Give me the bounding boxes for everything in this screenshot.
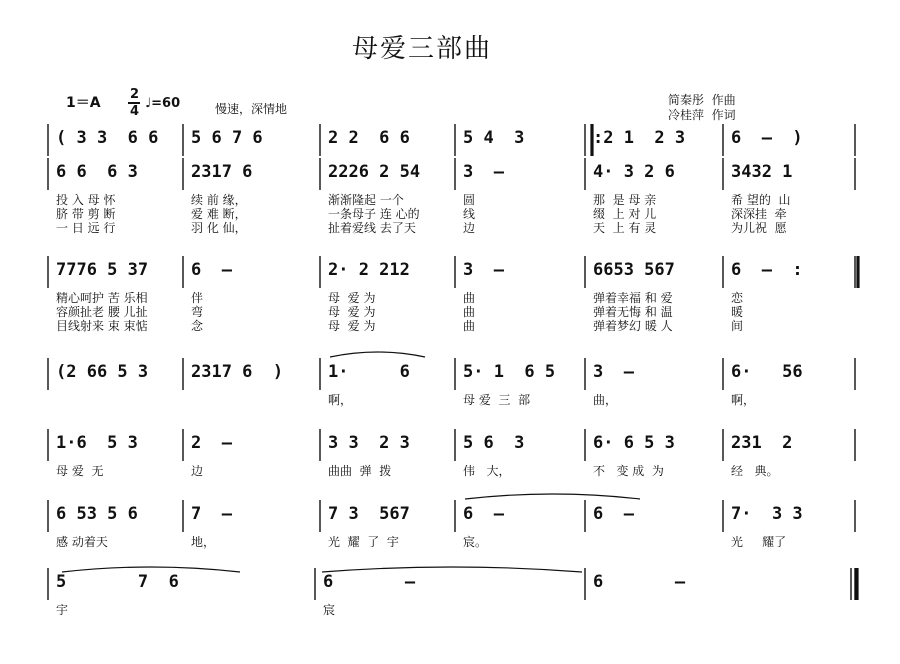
lyric-line: 爱 难 断， xyxy=(191,207,247,221)
lyric-line: 光 耀 了 宇 xyxy=(328,535,399,549)
lyric-line: 间 xyxy=(731,319,744,333)
slur-arc xyxy=(465,494,640,499)
lyric-line: 那 是 母 亲 xyxy=(593,193,657,207)
lyric-line: 天 上 有 灵 xyxy=(593,221,657,235)
measure-notes: 1·6 5 3 xyxy=(56,433,138,453)
measure-notes: 6 – : xyxy=(731,260,803,280)
lyric-line: 光 耀了 xyxy=(731,535,787,549)
lyric-line: 母 爱 三 部 xyxy=(463,393,531,407)
lyric-line: 一 日 远 行 xyxy=(56,221,116,235)
lyric-line: 一条母子 连 心的 xyxy=(328,207,420,221)
lyric-line: 恋 xyxy=(731,291,744,305)
measure-notes: 3 – xyxy=(593,362,634,382)
measure-notes: 7· 3 3 xyxy=(731,504,803,524)
lyric-line: 羽 化 仙， xyxy=(191,221,247,235)
measure-notes: 3 3 2 3 xyxy=(328,433,410,453)
lyric-line: 母 爱 无 xyxy=(56,464,104,478)
lyric-line: 啊， xyxy=(328,393,353,407)
lyric-line: 暖 xyxy=(731,305,744,319)
lyric-line: 宸。 xyxy=(463,535,488,549)
lyric-line: 边 xyxy=(191,464,204,478)
measure-notes: 7776 5 37 xyxy=(56,260,149,280)
lyric-line: 弹着幸福 和 爱 xyxy=(593,291,673,305)
measure-notes: 6 53 5 6 xyxy=(56,504,138,524)
measure-notes: 6 – xyxy=(593,572,686,592)
measure-notes: 2 – xyxy=(191,433,232,453)
measure-notes: 3 – xyxy=(463,260,504,280)
time-signature-bottom: 4 xyxy=(130,104,140,119)
measure-notes: 6 – xyxy=(191,260,232,280)
lyric-line: 曲 xyxy=(463,291,476,305)
lyric-line: 脐 带 剪 断 xyxy=(56,207,116,221)
measure-notes: 6· 56 xyxy=(731,362,803,382)
lyric-line: 弹着梦幻 暖 人 xyxy=(593,319,673,333)
lyric-line: 母 爱 为 xyxy=(328,319,376,333)
measure-notes: :2 1 2 3 xyxy=(593,128,686,148)
composer-credit: 简秦彤 作曲 xyxy=(668,93,736,107)
lyric-line: 母 爱 为 xyxy=(328,305,376,319)
lyric-line: 目线射来 束 束惦 xyxy=(56,319,148,333)
measure-notes: 6 6 6 3 xyxy=(56,162,138,182)
measure-notes: 6 – xyxy=(593,504,634,524)
measure-notes: 5 6 7 6 xyxy=(191,128,263,148)
lyric-line: 深深挂 牵 xyxy=(731,207,787,221)
lyric-line: 扯着爱线 去了天 xyxy=(328,221,416,235)
lyric-line: 续 前 缘， xyxy=(191,193,247,207)
lyric-line: 啊， xyxy=(731,393,756,407)
measure-notes: 4· 3 2 6 xyxy=(593,162,675,182)
measure-notes: 231 2 xyxy=(731,433,793,453)
slur-arc xyxy=(330,352,425,357)
lyric-line: 投 入 母 怀 xyxy=(56,193,116,207)
lyric-line: 曲 xyxy=(463,319,476,333)
measure-notes: 2317 6 ) xyxy=(191,362,284,382)
tempo-mark: ♩=60 xyxy=(145,96,181,111)
measure-notes: 1· 6 xyxy=(328,362,410,382)
lyric-line: 精心呵护 苦 乐相 xyxy=(56,291,148,305)
lyric-line: 容颜扯老 腰 儿扯 xyxy=(56,305,148,319)
expression-mark: 慢速，深情地 xyxy=(215,102,288,116)
lyric-line: 伴 xyxy=(191,291,204,305)
measure-notes: 3432 1 xyxy=(731,162,793,182)
measure-notes: 3 – xyxy=(463,162,504,182)
measure-notes: 2· 2 212 xyxy=(328,260,410,280)
measure-notes: 6653 567 xyxy=(593,260,675,280)
measure-notes: 7 3 567 xyxy=(328,504,410,524)
measure-notes: 2 2 6 6 xyxy=(328,128,410,148)
lyric-line: 宇 xyxy=(56,603,69,617)
measure-notes: 5 4 3 xyxy=(463,128,525,148)
measure-notes: 6 – xyxy=(323,572,416,592)
measure-notes: 5· 1 6 5 xyxy=(463,362,556,382)
lyric-line: 边 xyxy=(463,221,476,235)
lyric-line: 经 典。 xyxy=(731,464,779,478)
lyric-line: 弯 xyxy=(191,305,204,319)
lyricist-credit: 冷桂萍 作词 xyxy=(668,108,736,122)
page-title: 母爱三部曲 xyxy=(352,34,493,64)
lyric-line: 弹着无悔 和 温 xyxy=(593,305,673,319)
lyric-line: 为儿祝 愿 xyxy=(731,221,787,235)
lyric-line: 念 xyxy=(191,319,204,333)
measure-notes: 6 – ) xyxy=(731,128,803,148)
measure-notes: 6 – xyxy=(463,504,504,524)
lyric-line: 不 变 成 为 xyxy=(593,464,664,478)
lyric-line: 缀 上 对 儿 xyxy=(593,207,657,221)
key-signature: 1＝A xyxy=(66,95,101,111)
lyric-line: 母 爱 为 xyxy=(328,291,376,305)
measure-notes: 5 6 3 xyxy=(463,433,525,453)
measure-notes: 2317 6 xyxy=(191,162,253,182)
lyric-line: 宸 xyxy=(323,603,336,617)
time-signature-top: 2 xyxy=(130,87,140,102)
lyric-line: 地， xyxy=(191,535,216,549)
measure-notes: 5 7 6 xyxy=(56,572,179,592)
measure-notes: 2226 2 54 xyxy=(328,162,421,182)
measure-notes: (2 66 5 3 xyxy=(56,362,149,382)
lyric-line: 伟 大， xyxy=(463,464,511,478)
lyric-line: 曲 xyxy=(463,305,476,319)
measure-notes: ( 3 3 6 6 xyxy=(56,128,159,148)
lyric-line: 曲， xyxy=(593,393,618,407)
measure-notes: 7 – xyxy=(191,504,232,524)
lyric-line: 希 望的 山 xyxy=(731,193,791,207)
lyric-line: 线 xyxy=(463,207,476,221)
measure-notes: 6· 6 5 3 xyxy=(593,433,675,453)
lyric-line: 曲曲 弹 拨 xyxy=(328,464,392,478)
lyric-line: 圆 xyxy=(463,193,476,207)
lyric-line: 感 动着天 xyxy=(56,535,108,549)
lyric-line: 渐渐隆起 一个 xyxy=(328,193,404,207)
